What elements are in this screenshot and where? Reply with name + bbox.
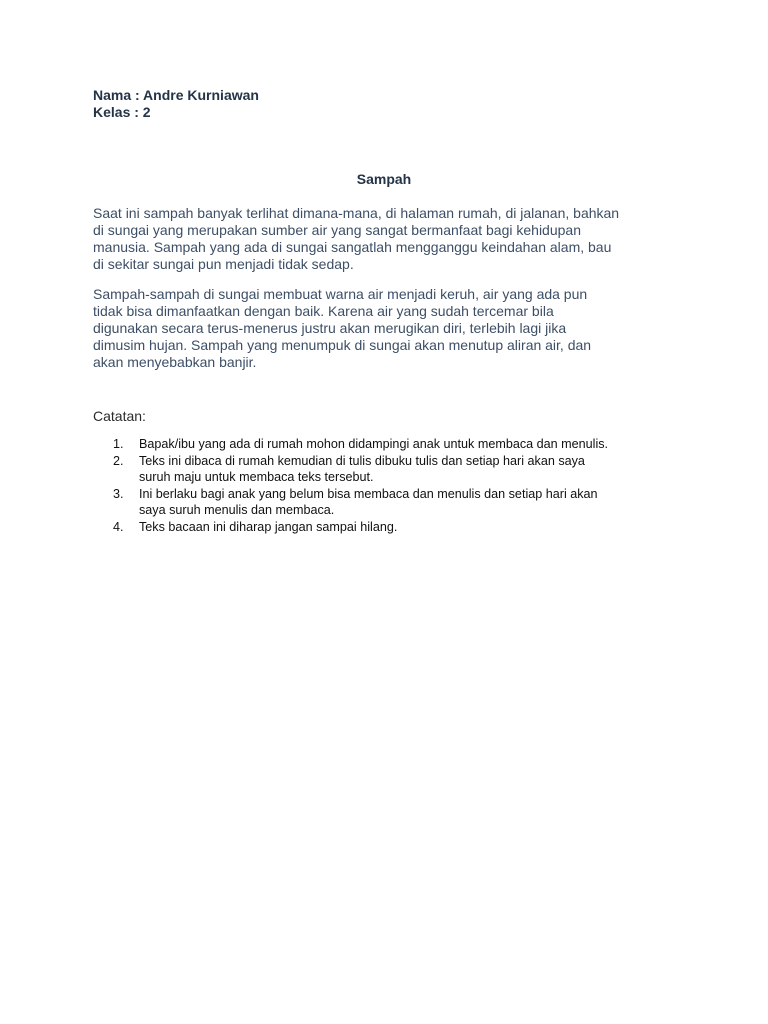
note-item-1 — [93, 436, 693, 453]
paragraph-2 — [93, 286, 673, 371]
note-item-2 — [93, 453, 693, 486]
student-name: Nama : Andre Kurniawan — [93, 87, 259, 103]
paragraph-1 — [93, 205, 673, 273]
note-text: Bapak/ibu yang ada di rumah mohon didampingi anak untuk membaca dan menulis. — [139, 437, 609, 451]
note-item-4 — [93, 519, 693, 536]
paragraph-line: dimusim hujan. Sampah yang menumpuk di sungai akan menutup aliran air, dan — [93, 337, 592, 353]
note-item-3 — [93, 486, 693, 519]
paragraph-line: digunakan secara terus-menerus justru akan merugikan diri, terlebih lagi jika — [93, 320, 567, 336]
paragraph-line: Sampah-sampah di sungai membuat warna air menjadi keruh, air yang ada pun — [93, 286, 588, 302]
notes-list — [93, 436, 693, 536]
note-text: suruh maju untuk membaca teks tersebut. — [139, 470, 374, 485]
note-text: Teks ini dibaca di rumah kemudian di tulis dibuku tulis dan setiap hari akan saya — [139, 453, 585, 468]
note-text: Ini berlaku bagi anak yang belum bisa membaca dan menulis dan setiap hari akan — [139, 486, 598, 501]
note-number: 1. — [113, 437, 124, 451]
paragraph-line: tidak bisa dimanfaatkan dengan baik. Karena air yang sudah tercemar bila — [93, 303, 554, 319]
note-text: saya suruh menulis dan membaca. — [139, 503, 335, 518]
note-number: 3. — [113, 486, 124, 501]
student-info — [93, 87, 259, 121]
paragraph-line: di sungai yang merupakan sumber air yang sangat bermanfaat bagi kehidupan — [93, 222, 581, 238]
paragraph-line: di sekitar sungai pun menjadi tidak sedap. — [93, 256, 354, 272]
note-number: 4. — [113, 519, 124, 534]
paragraph-line: manusia. Sampah yang ada di sungai sangatlah mengganggu keindahan alam, bau — [93, 239, 612, 255]
notes-heading: Catatan: — [93, 408, 146, 424]
note-number: 2. — [113, 453, 124, 468]
document-title: Sampah — [356, 171, 412, 187]
note-text: Teks bacaan ini diharap jangan sampai hilang. — [139, 519, 398, 534]
paragraph-line: Saat ini sampah banyak terlihat dimana-mana, di halaman rumah, di jalanan, bahkan — [93, 205, 620, 221]
student-class: Kelas : 2 — [93, 104, 151, 120]
paragraph-line: akan menyebabkan banjir. — [93, 354, 257, 370]
